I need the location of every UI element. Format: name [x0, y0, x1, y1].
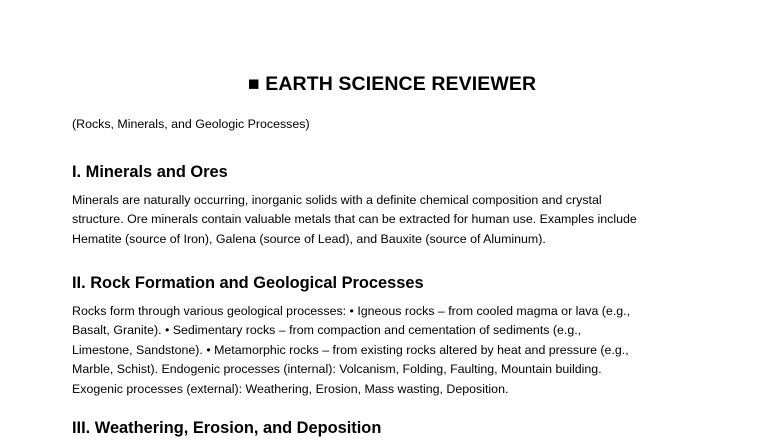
paragraph-line: structure. Ore minerals contain valuable metals that can be extracted for human use. Examples include [72, 212, 637, 227]
paragraph-line: Limestone, Sandstone). • Metamorphic rocks – from existing rocks altered by heat and pressure (e.g., [72, 342, 629, 357]
paragraph-line: Minerals are naturally occurring, inorganic solids with a definite chemical composition and crystal [72, 193, 602, 207]
paragraph-line: Hematite (source of Iron), Galena (source of Lead), and Bauxite (source of Aluminum). [72, 231, 546, 246]
document-subtitle: (Rocks, Minerals, and Geologic Processes) [72, 117, 310, 131]
paragraph-line: Exogenic processes (external): Weathering, Erosion, Mass wasting, Deposition. [72, 381, 509, 396]
document-title: ■ EARTH SCIENCE REVIEWER [247, 73, 537, 95]
section-heading-rock-formation: II. Rock Formation and Geological Processes [72, 274, 424, 292]
section-heading-weathering: III. Weathering, Erosion, and Deposition [72, 419, 382, 437]
section-paragraph-rock-formation [72, 302, 722, 399]
paragraph-line: Rocks form through various geological processes: • Igneous rocks – from cooled magma or lava (e.g., [72, 304, 631, 318]
paragraph-line: Basalt, Granite). • Sedimentary rocks – from compaction and cementation of sediments (e.g., [72, 323, 582, 338]
section-paragraph-minerals [72, 191, 722, 249]
section-heading-minerals: I. Minerals and Ores [72, 163, 228, 181]
paragraph-line: Marble, Schist). Endogenic processes (internal): Volcanism, Folding, Faulting, Mountain building. [72, 362, 602, 377]
